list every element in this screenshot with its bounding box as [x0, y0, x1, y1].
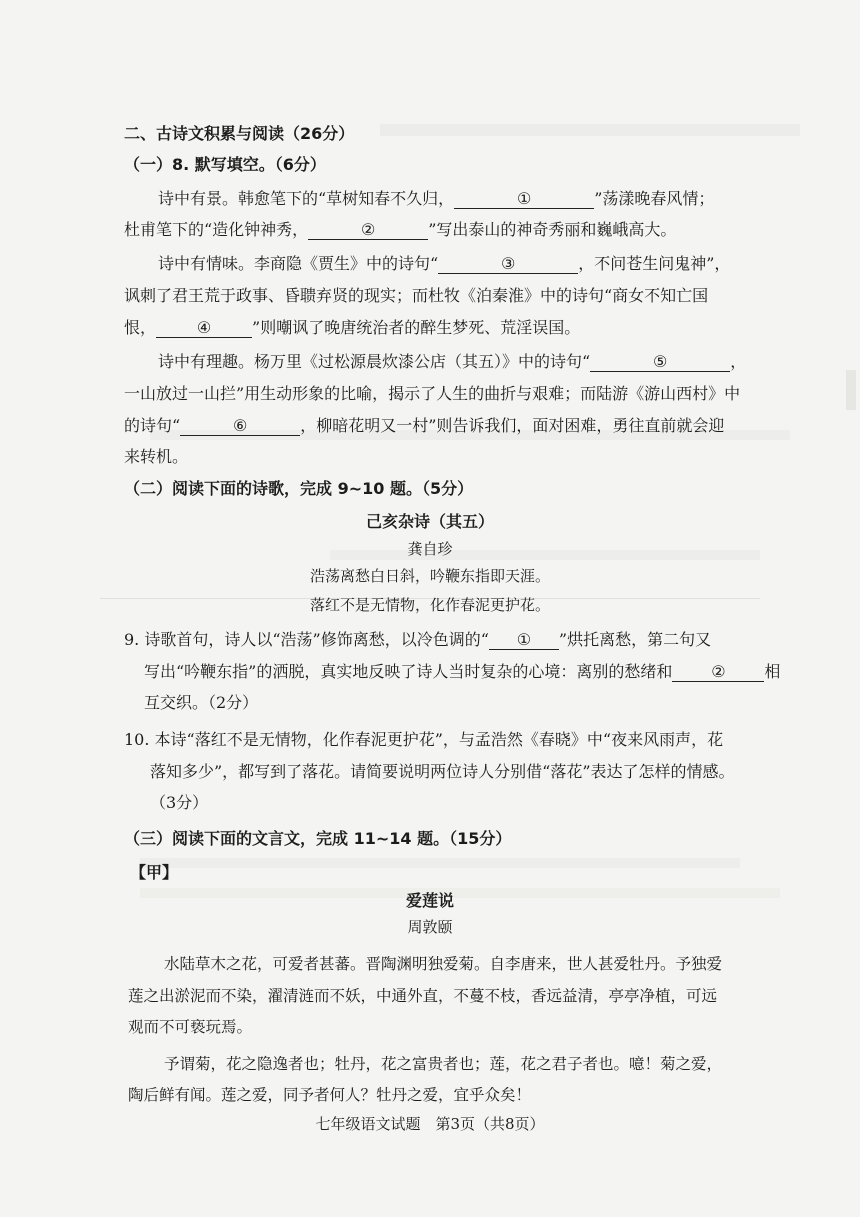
q9-blank-1[interactable]: ①	[489, 631, 559, 650]
essay-title: 爱莲说	[405, 891, 454, 910]
essay-author: 周敦颐	[407, 918, 453, 936]
page-footer: 七年级语文试题 第3页（共8页）	[315, 1115, 545, 1133]
q8-line-6: 诗中有理趣。杨万里《过松源晨炊漆公店（其五）》中的诗句“ ⑤ ，	[158, 352, 747, 371]
blank-5[interactable]: ⑤	[590, 353, 730, 372]
part-3-header: （三）阅读下面的文言文，完成 11~14 题。（15分）	[124, 829, 512, 848]
poem-line-2: 落红不是无情物，化作春泥更护花。	[309, 596, 550, 614]
question-9-line-2: 写出“吟鞭东指”的洒脱，真实地反映了诗人当时复杂的心境：离别的愁绪和 ② 相	[144, 662, 781, 681]
blank-1[interactable]: ①	[454, 190, 594, 209]
q8-line-2: 杜甫笔下的“造化钟神秀， ② ”写出泰山的神奇秀丽和巍峨高大。	[124, 220, 677, 239]
question-8-header: （一）8. 默写填空。（6分）	[124, 155, 326, 174]
essay-p1-line-1: 水陆草木之花，可爱者甚蕃。晋陶渊明独爱菊。自李唐来，世人甚爱牡丹。予独爱	[164, 955, 723, 973]
essay-p2-line-2: 陶后鲜有闻。莲之爱，同予者何人？牡丹之爱，宜乎众矣！	[128, 1086, 532, 1104]
question-10-line-3: （3分）	[150, 793, 209, 812]
q8-line-1: 诗中有景。韩愈笔下的“草树知春不久归， ① ”荡漾晚春风情；	[158, 189, 715, 208]
essay-p2-line-1: 予谓菊，花之隐逸者也；牡丹，花之富贵者也；莲，花之君子者也。噫！菊之爱，	[164, 1055, 723, 1073]
q8-line-7: 一山放过一山拦”用生动形象的比喻，揭示了人生的曲折与艰难；而陆游《游山西村》中	[124, 384, 741, 403]
q8-line-4: 讽刺了君王荒于政事、昏聩弃贤的现实；而杜牧《泊秦淮》中的诗句“商女不知亡国	[124, 286, 709, 305]
poem-title: 己亥杂诗（其五）	[365, 512, 494, 531]
blank-2[interactable]: ②	[308, 221, 428, 240]
jia-label: 【甲】	[130, 863, 179, 882]
bleed-through-mark	[140, 858, 740, 868]
question-10-line-1: 10. 本诗“落红不是无情物，化作春泥更护花”，与孟浩然《春晓》中“夜来风雨声，花	[124, 730, 724, 749]
blank-3[interactable]: ③	[438, 255, 578, 274]
q9-blank-2[interactable]: ②	[672, 663, 764, 682]
question-9-line-3: 互交织。（2分）	[144, 693, 259, 712]
poem-line-1: 浩荡离愁白日斜，吟鞭东指即天涯。	[309, 567, 550, 585]
q8-line-3: 诗中有情味。李商隐《贾生》中的诗句“ ③ ，不问苍生问鬼神”，	[158, 254, 731, 273]
blank-4[interactable]: ④	[156, 319, 252, 338]
part-2-header: （二）阅读下面的诗歌，完成 9~10 题。（5分）	[124, 479, 474, 498]
blank-6[interactable]: ⑥	[180, 417, 300, 436]
q8-line-8: 的诗句“ ⑥ ，柳暗花明又一村”则告诉我们，面对困难，勇往直前就会迎	[124, 416, 725, 435]
essay-p1-line-3: 观而不可亵玩焉。	[128, 1018, 253, 1036]
bleed-through-mark	[380, 124, 800, 136]
q8-line-5: 恨， ④ ”则嘲讽了晚唐统治者的醉生梦死、荒淫误国。	[124, 318, 581, 337]
question-10-line-2: 落知多少”，都写到了落花。请简要说明两位诗人分别借“落花”表达了怎样的情感。	[150, 762, 735, 781]
poem-author: 龚自珍	[407, 540, 453, 558]
q8-line-9: 来转机。	[124, 447, 189, 466]
section-title: 二、古诗文积累与阅读（26分）	[124, 124, 355, 143]
question-9-line-1: 9. 诗歌首句，诗人以“浩荡”修饰离愁，以冷色调的“ ① ”烘托离愁，第二句又	[124, 630, 712, 649]
essay-p1-line-2: 莲之出淤泥而不染，濯清涟而不妖，中通外直，不蔓不枝，香远益清，亭亭净植，可远	[128, 987, 718, 1005]
edge-shadow	[846, 370, 856, 410]
